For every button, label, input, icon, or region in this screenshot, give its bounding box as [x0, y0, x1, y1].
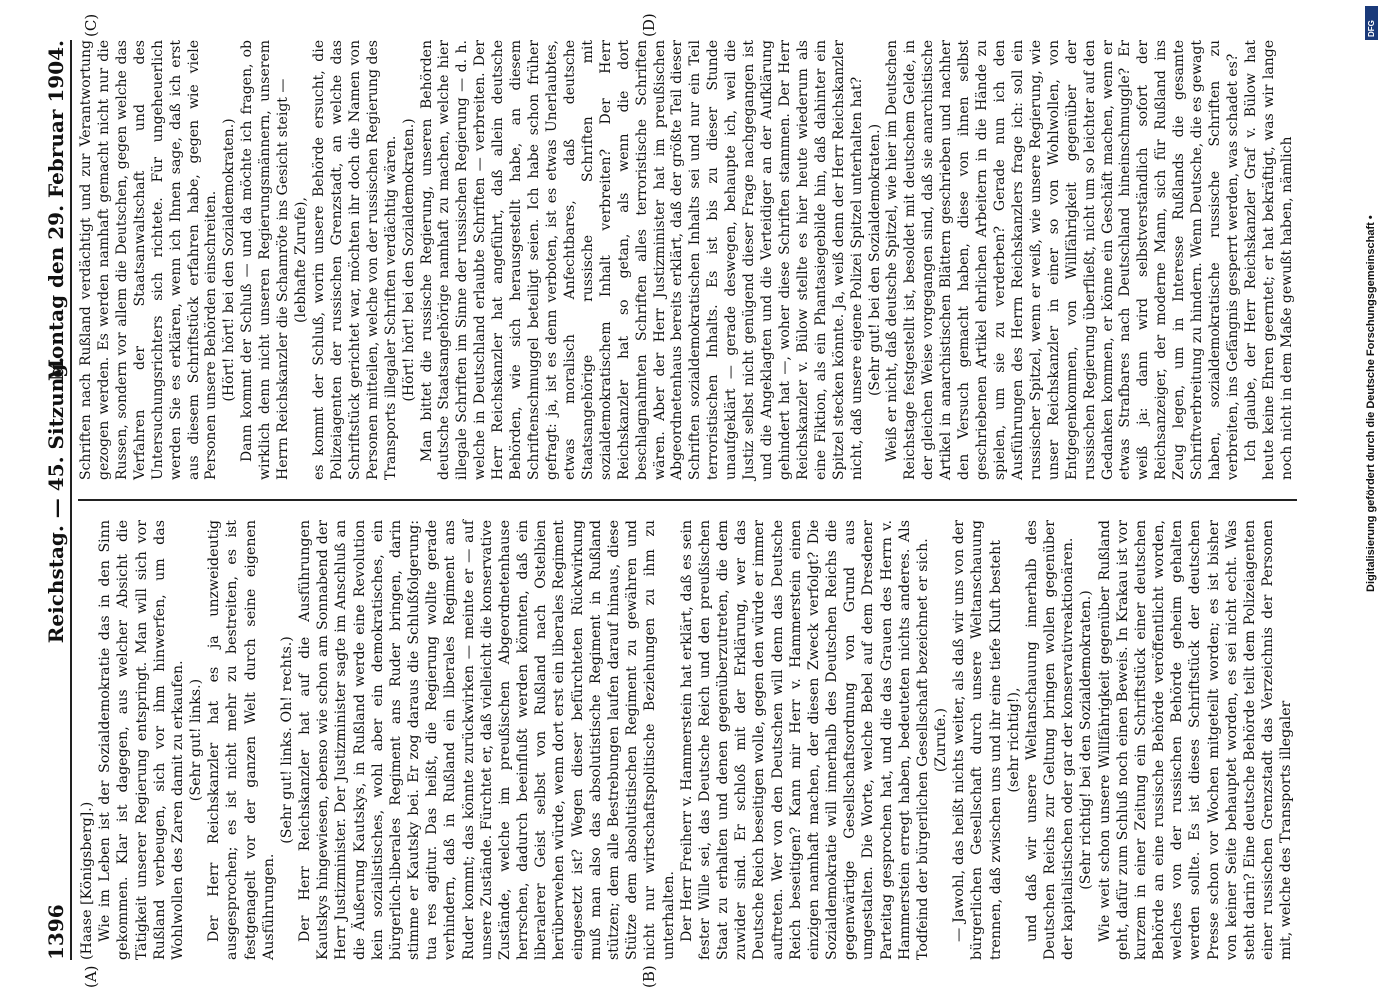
paragraph: Weiß er nicht, daß deutsche Spitzel, wie hier im Deutschen Reichstage festgestellt ist, besoldet mit deutschem Gelde, in der gleichen Weise vorgegangen sind, daß sie anarchistische Artikel in anarchistischen Blättern geschrieben und nachher den Versuch gemacht haben, diese von ihnen selbst geschriebenen Artikel ehrlichen Arbeitern in die Hände zu spielen, um sie zu verderben? Gerade nun ich den Ausführungen des Herrn Reichskanzlers frage ich: soll ein russischer Spitzel, wenn er weiß, wie unsere Regierung, wie unser Reichskanzler in einer so von Wohlwollen, von Entgegenkommen, von Willfährigkeit gegenüber der russischen Regierung überfließt, nicht um so leichter auf den Gedanken kommen, er könne ein Geschäft machen, wenn er etwas Strafbares nach Deutschland hineinschmuggle? Er weiß ja: dann wird selbstverständlich sofort der Reichsanzeiger, der moderne Mann, sich für Rußland ins Zeug legen, um in Interesse Rußlands die gesamte Schriftverbreitung zu hindern. Wenn Deutsche, die es gewagt haben, sozialdemokratische russische Schriften zu verbreiten, ins Gefängnis gesperrt werden, was schadet es?: [884, 40, 1241, 480]
paragraph: (sehr richtig!),: [1005, 687, 1022, 793]
paragraph: es kommt der Schluß, worin unsere Behörde ersucht, die Polizeiagenten der russischen Grenzstadt, an welche das Schriftstück gerichtet war, möchten ihr doch die Namen von Personen mitteilen, welche von der russischen Regierung des Transports illegaler Schriften verdächtig wären.: [310, 40, 399, 480]
digitization-note: [1363, 12, 1377, 592]
paragraph: Man bittet die russische Regierung, unseren Behörden deutsche Staatsangehörige namhaft zu machen, welche hier illegale Schriften im Sinne der russischen Regierung — d. h. welche in Deutschland erlaubte Schriften — verbreiten. Der Herr Reichskanzler hat angeführt, daß allein deutsche Behörden, wie sich herausgestellt habe, an diesem Schriftenschmuggel beteiligt seien. Ich habe schon früher gefragt: ja, ist es denn verboten, ist es etwas Unerlaubtes, etwas moralisch Anfechtbares, daß deutsche Staatsangehörige russische Schriften mit sozialdemokratischem Inhalt verbreiten? Der Herr Reichskanzler hat so getan, als wenn die dort beschlagnahmten Schriften alles terroristische Schriften wären. Aber der Herr Justizminister hat im preußischen Abgeordnetenhaus bereits erklärt, daß der größte Teil dieser Schriften sozialdemokratischen Inhalts sei und nur ein Teil terroristischen Inhalts. Es ist bis zu dieser Stunde unaufgeklärt — gerade deswegen, behaupte ich, weil die Justiz selbst nicht genügend dieser Frage nachgegangen ist und die Angeklagten und die Verteidiger an der Aufklärung gehindert hat —, woher diese Schriften stammen. Der Herr Reichskanzler v. Bülow stellte es hier heute wiederum als eine Fiktion, als ein Phantasiegebilde hin, daß dahinter ein Spitzel stecken könnte. Ja, weiß denn der Herr Reichskanzler nicht, daß unsere eigene Polizei Spitzel unterhalten hat?: [418, 40, 865, 480]
margin-mark-b: (B): [640, 965, 658, 988]
paragraph: (lebhafte Zurufe),: [293, 197, 310, 323]
session-date: Montag den 29. Februar 1904.: [44, 40, 68, 382]
dfg-logo: [1365, 6, 1378, 40]
margin-mark-a: (A): [82, 965, 100, 988]
paragraph: (Zurufe.): [933, 707, 950, 773]
right-text-column: [78, 40, 1297, 480]
paragraph: Der Herr Reichskanzler hat es ja unzweideutig ausgesprochen; es ist nicht mehr zu bestreiten, es ist festgenagelt vor der ganzen Welt durch seine eigenen Ausführungen.: [206, 520, 277, 960]
paragraph: (Sehr gut! links. Oh! rechts.): [278, 636, 295, 844]
page-header: [40, 40, 72, 960]
paragraph: Der Herr Reichskanzler hat auf die Ausführungen Kautskys hingewiesen, ebenso wie schon am Sonnabend der Herr Justizminister. Der Justizminister sagte im Anschluß an die Äußerung Kautskys, in Rußland werde eine Revolution kein sozialistisches, wohl aber ein demokratisches, ein bürgerlich-liberales Regiment ans Ruder bringen, darin stimme er Kautsky bei. Er zog daraus die Schlußfolgerung: tua res agitur. Das heißt, die Regierung wollte gerade verhindern, daß in Rußland ein liberales Regiment ans Ruder kommt; das könnte zurückwirken — meinte er — auf unsere Zustände. Fürchtet er, daß vielleicht die konservative Zustände, welche im preußischen Abgeordnetenhause herrschen, dadurch beeinflußt werden könnten, daß ein liberalerer Geist selbst von Rußland nach Ostelbien herüberwehen würde, wenn dort erst ein liberales Regiment eingesetzt ist? Wegen dieser befürchteten Rückwirkung muß man also das absolutistische Regiment in Rußland stützen; dem alle Bestrebungen laufen darauf hinaus, diese Stütze dem absolutistischen Regiment zu gewähren und nicht nur wirtschaftspolitische Beziehungen zu ihm zu unterhalten.: [297, 520, 677, 960]
paragraph: (Sehr gut! links.): [188, 678, 205, 802]
paragraph: (Hört! hört! bei den Sozialdemokraten.): [221, 118, 238, 402]
left-text-column: [78, 520, 1296, 960]
column-divider: [78, 499, 1297, 501]
paragraph: (Hört! hört! bei den Sozialdemokraten.): [400, 118, 417, 402]
paragraph: Ich glaube, der Herr Reichskanzler Graf v. Bülow hat heute keine Ehren geerntet; er hat bekräftigt, was wir lange noch nicht in dem Maße gewußt haben, nämlich: [1242, 40, 1295, 480]
margin-mark-d: (D): [640, 13, 658, 37]
paragraph: (Sehr gut! bei den Sozialdemokraten.): [866, 123, 883, 397]
paragraph: Wie weit schon unsere Willfährigkeit gegenüber Rußland geht, dafür zum Schluß noch einen Beweis. In Krakau ist vor kurzem in einer Zeitung ein Schriftstück einer deutschen Behörde an eine russische Behörde veröffentlicht worden, welches von der russischen Behörde geheim gehalten werden sollte. Es ist dieses Schriftstück der deutschen Presse schon vor Wochen mitgeteilt worden; es ist bisher von keiner Seite behauptet worden, es sei nicht echt. Was steht darin? Eine deutsche Behörde teilt dem Polizeiagenten einer russischen Grenzstadt das Verzeichnis der Personen mit, welche des Transports illegaler: [1096, 520, 1295, 960]
paragraph: (Haase [Königsberg].): [79, 801, 95, 960]
paragraph: — Jawohl, das heißt nichts weiter, als daß wir uns von der bürgerlichen Gesellschaft durch unsere Weltanschauung trennen, daß zwischen uns und ihr eine tiefe Kluft besteht: [951, 520, 1004, 960]
paragraph: und daß wir unsere Weltanschauung innerhalb des Deutschen Reichs zur Geltung bringen wollen gegenüber der kapitalistischen oder gar der konservativreaktionären.: [1023, 520, 1077, 960]
digitization-text: Digitalisierung gefördert durch die Deutsche Forschungsgemeinschaft •: [1365, 215, 1377, 592]
dfg-logo-text: DFG: [1367, 20, 1376, 37]
margin-mark-c: (C): [82, 13, 100, 37]
paragraph: (Sehr richtig! bei den Sozialdemokraten.): [1078, 590, 1095, 890]
paragraph: Wie im Leben ist der Sozialdemokratie das in den Sinn gekommen. Klar ist dagegen, aus welcher Absicht die Tätigkeit unserer Regierung entspringt. Man will sich vor Rußland verbeugen, sich vor ihm hinwerfen, um das Wohlwollen des Zaren damit zu erkaufen.: [97, 520, 186, 960]
running-title: Reichstag. — 45. Sitzung.: [44, 356, 68, 644]
paragraph: Dann kommt der Schluß — und da möchte ich fragen, ob wirklich denn nicht unseren Regierungsmännern, unserem Herrn Reichskanzler die Schamröte ins Gesicht steigt —: [239, 40, 292, 480]
paragraph: Der Herr Freiherr v. Hammerstein hat erklärt, daß es sein fester Wille sei, das Deutsche Reich und den preußischen Staat zu erhalten und denen gegenüberzutreten, die dem zuwider sind. Er schloß mit der Erklärung, wer das Deutsche Reich beseitigen wolle, gegen den würde er immer auftreten. Wer von den Deutschen will denn das Deutsche Reich beseitigen? Kann mir Herr v. Hammerstein einen einzigen namhaft machen, der diesen Zweck verfolgt? Die Sozialdemokratie will innerhalb des Deutschen Reichs die gegenwärtige Gesellschaftsordnung von Grund aus umgestalten. Die Worte, welche Bebel auf dem Dresdener Parteitag gesprochen hat, und die das Grauen des Herrn v. Hammerstein erregt haben, bedeuteten nichts anderes. Als Todfeind der bürgerlichen Gesellschaft bezeichnet er sich.: [678, 520, 931, 960]
paragraph: Schriften nach Rußland verdächtigt und zur Verantwortung gezogen werden. Es werden namhaft gemacht nicht nur die Russen, sondern vor allem die Deutschen, gegen welche das Verfahren der Staatsanwaltschaft und des Untersuchungsrichters sich richtete. Für ungeheuerlich werden Sie es erklären, wenn ich Ihnen sage, daß ich erst aus diesem Schriftstück erfahren habe, gegen wie viele Personen unsere Behörden einschreiten.: [78, 40, 220, 480]
page-number: 1396: [44, 904, 68, 960]
